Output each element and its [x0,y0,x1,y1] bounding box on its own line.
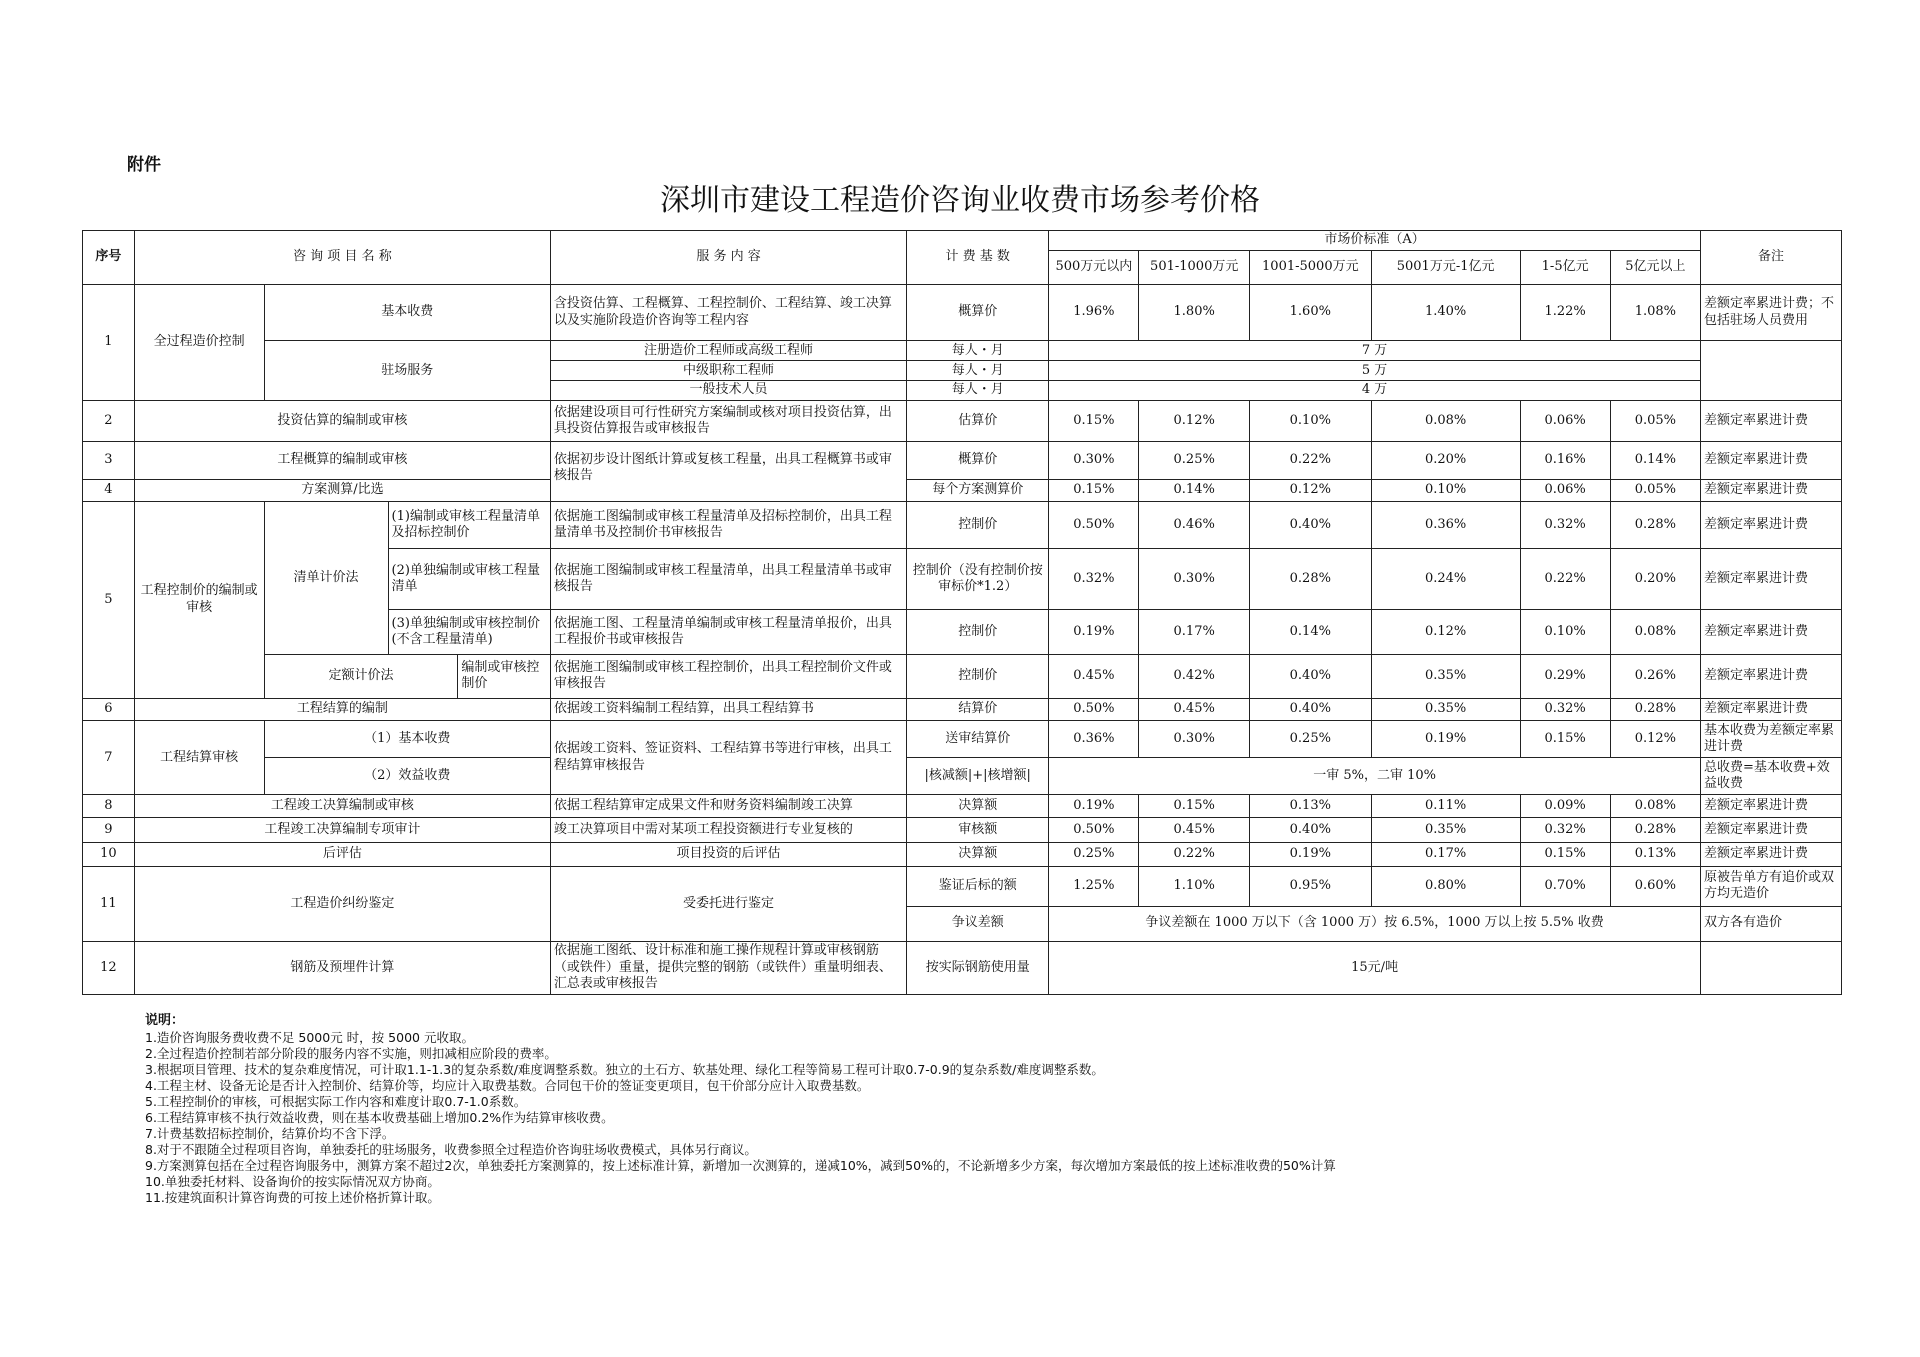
rate-cell: 0.60% [1610,867,1700,906]
tier-header: 501-1000万元 [1139,250,1249,284]
rate-cell: 0.11% [1371,795,1520,818]
header-seq: 序号 [83,231,135,285]
note-item: 4.工程主材、设备无论是否计入控制价、结算价等，均应计入取费基数。合同包干价的签证变更项目，包干价部分应计入取费基数。 [145,1077,870,1093]
item-sub-cell: (1)编制或审核工程量清单及招标控制价 [388,501,550,548]
rate-cell: 0.35% [1371,655,1520,698]
rate-cell: 0.12% [1139,400,1249,441]
note-item: 10.单独委托材料、设备询价的按实际情况双方协商。 [145,1174,440,1190]
rate-cell: 1.80% [1139,284,1249,341]
rate-cell: 0.10% [1249,400,1371,441]
table-row [83,758,1842,795]
item-cell: 工程控制价的编制或审核 [134,501,264,698]
service-cell: 注册造价工程师或高级工程师 [550,341,906,361]
remark-cell: 差额定率累进计费 [1700,480,1841,502]
rate-cell: 0.14% [1139,480,1249,502]
service-cell: 依据施工图、工程量清单编制或审核工程量清单报价，出具工程报价书或审核报告 [550,609,906,654]
rate-cell: 1.96% [1049,284,1139,341]
remark-cell: 差额定率累进计费 [1700,842,1841,867]
seq-cell: 9 [83,817,135,842]
service-cell: 依据施工图编制或审核工程控制价，出具工程控制价文件或审核报告 [550,655,906,698]
seq-cell: 4 [83,480,135,502]
seq-cell: 5 [83,501,135,698]
header-service: 服 务 内 容 [550,231,906,285]
rate-cell: 0.06% [1520,400,1610,441]
price-cell: 5 万 [1049,361,1701,381]
header-remark: 备注 [1700,231,1841,285]
rate-cell: 0.45% [1139,817,1249,842]
note-item: 9.方案测算包括在全过程咨询服务中，测算方案不超过2次，单独委托方案测算的，按上述标准计算，新增加一次测算的，递减10%，减到50%的，不论新增多少方案，每次增加方案最低的按上述标准收费的50%计算 [145,1158,1336,1174]
price-table [82,230,1842,995]
basis-cell: 审核额 [907,817,1049,842]
rate-cell: 0.05% [1610,480,1700,502]
rate-cell: 0.19% [1049,795,1139,818]
price-cell: 4 万 [1049,381,1701,401]
rate-cell: 0.50% [1049,698,1139,721]
tier-header: 500万元以内 [1049,250,1139,284]
rate-cell: 0.30% [1139,721,1249,758]
rate-cell: 0.45% [1049,655,1139,698]
rate-cell: 1.10% [1139,867,1249,906]
remark-cell: 差额定率累进计费 [1700,501,1841,548]
seq-cell: 11 [83,867,135,941]
rate-cell: 0.08% [1610,609,1700,654]
rate-cell: 0.46% [1139,501,1249,548]
rate-cell: 0.05% [1610,400,1700,441]
service-cell: 竣工决算项目中需对某项工程投资额进行专业复核的 [550,817,906,842]
rate-cell: 0.50% [1049,817,1139,842]
note-item: 2.全过程造价控制若部分阶段的服务内容不实施，则扣减相应阶段的费率。 [145,1045,557,1061]
item-cell: 后评估 [134,842,550,867]
note-item: 5.工程控制价的审核，可根据实际工作内容和难度计取0.7-1.0系数。 [145,1093,527,1109]
price-cell: 争议差额在 1000 万以下（含 1000 万）按 6.5%，1000 万以上按 5.5% 收费 [1049,906,1701,941]
rate-cell: 0.12% [1371,609,1520,654]
rate-cell: 0.40% [1249,655,1371,698]
basis-cell: 概算价 [907,284,1049,341]
basis-cell: 控制价 [907,609,1049,654]
table-row [83,867,1842,906]
table-row [83,480,1842,502]
rate-cell: 0.17% [1139,609,1249,654]
remark-cell: 差额定率累进计费 [1700,400,1841,441]
item-sub-cell: 驻场服务 [264,341,550,400]
table-row [83,400,1842,441]
item-cell: 工程竣工决算编制或审核 [134,795,550,818]
service-cell: 项目投资的后评估 [550,842,906,867]
table-row [83,941,1842,994]
service-cell: 一般技术人员 [550,381,906,401]
rate-cell: 0.15% [1520,721,1610,758]
rate-cell: 0.17% [1371,842,1520,867]
tier-header: 1-5亿元 [1520,250,1610,284]
note-item: 8.对于不跟随全过程项目咨询，单独委托的驻场服务，收费参照全过程造价咨询驻场收费模式，具体另行商议。 [145,1142,757,1158]
rate-cell: 0.28% [1610,698,1700,721]
service-cell: 受委托进行鉴定 [550,867,906,941]
rate-cell: 0.10% [1520,609,1610,654]
item-sub-cell: （1）基本收费 [264,721,550,758]
header-basis: 计 费 基 数 [907,231,1049,285]
rate-cell: 0.12% [1249,480,1371,502]
rate-cell: 0.45% [1139,698,1249,721]
page-title: 深圳市建设工程造价咨询业收费市场参考价格 [660,183,1260,218]
rate-cell: 0.20% [1610,549,1700,610]
notes-section [145,1013,1336,1206]
rate-cell: 0.25% [1249,721,1371,758]
item-cell: 全过程造价控制 [134,284,264,400]
rate-cell: 0.22% [1520,549,1610,610]
remark-cell: 差额定率累进计费 [1700,698,1841,721]
rate-cell: 0.14% [1610,442,1700,480]
remark-cell [1700,941,1841,994]
tier-header: 5亿元以上 [1610,250,1700,284]
item-cell: 钢筋及预埋件计算 [134,941,550,994]
remark-cell: 差额定率累进计费；不包括驻场人员费用 [1700,284,1841,341]
seq-cell: 2 [83,400,135,441]
rate-cell: 0.22% [1139,842,1249,867]
tier-header: 1001-5000万元 [1249,250,1371,284]
service-cell: 中级职称工程师 [550,361,906,381]
seq-cell: 12 [83,941,135,994]
seq-cell: 8 [83,795,135,818]
basis-cell: 决算额 [907,842,1049,867]
item-cell: 工程结算的编制 [134,698,550,721]
rate-cell: 0.36% [1049,721,1139,758]
item-sub-cell: 基本收费 [264,284,550,341]
rate-cell: 0.22% [1249,442,1371,480]
item-cell: 工程概算的编制或审核 [134,442,550,480]
rate-cell: 0.30% [1049,442,1139,480]
basis-cell: 争议差额 [907,906,1049,941]
rate-cell: 1.25% [1049,867,1139,906]
table-row [83,721,1842,758]
remark-cell: 差额定率累进计费 [1700,442,1841,480]
rate-cell: 0.35% [1371,817,1520,842]
rate-cell: 0.15% [1049,400,1139,441]
price-cell: 7 万 [1049,341,1701,361]
rate-cell: 0.13% [1610,842,1700,867]
method-cell: 定额计价法 [264,655,458,698]
rate-cell: 0.19% [1049,609,1139,654]
rate-cell: 0.40% [1249,698,1371,721]
note-item: 7.计费基数招标控制价，结算价均不含下浮。 [145,1126,395,1142]
rate-cell: 0.15% [1520,842,1610,867]
basis-cell: 送审结算价 [907,721,1049,758]
table-row [83,284,1842,341]
basis-cell: 鉴证后标的额 [907,867,1049,906]
table-row [83,795,1842,818]
note-item: 11.按建筑面积计算咨询费的可按上述价格折算计取。 [145,1190,440,1206]
tier-header: 5001万元-1亿元 [1371,250,1520,284]
header-row [83,231,1842,251]
rate-cell: 0.32% [1520,698,1610,721]
rate-cell: 0.95% [1249,867,1371,906]
remark-cell [1700,341,1841,400]
rate-cell: 0.15% [1139,795,1249,818]
remark-cell: 差额定率累进计费 [1700,817,1841,842]
rate-cell: 0.20% [1371,442,1520,480]
rate-cell: 0.08% [1610,795,1700,818]
rate-cell: 0.28% [1249,549,1371,610]
rate-cell: 0.09% [1520,795,1610,818]
service-cell: 依据建设项目可行性研究方案编制或核对项目投资估算，出具投资估算报告或审核报告 [550,400,906,441]
rate-cell: 0.06% [1520,480,1610,502]
rate-cell: 1.60% [1249,284,1371,341]
basis-cell: 每人・月 [907,361,1049,381]
remark-cell: 双方各有造价 [1700,906,1841,941]
header-market: 市场价标准（A） [1049,231,1701,251]
basis-cell: 控制价 [907,501,1049,548]
remark-cell: 差额定率累进计费 [1700,609,1841,654]
item-cell: 方案测算/比选 [134,480,550,502]
rate-cell: 0.29% [1520,655,1610,698]
basis-cell: 按实际钢筋使用量 [907,941,1049,994]
item-cell: 工程结算审核 [134,721,264,795]
table-row [83,842,1842,867]
service-cell: 依据初步设计图纸计算或复核工程量，出具工程概算书或审核报告 [550,442,906,502]
rate-cell: 0.32% [1049,549,1139,610]
basis-cell: 控制价（没有控制价按审标价*1.2） [907,549,1049,610]
note-item: 3.根据项目管理、技术的复杂难度情况，可计取1.1-1.3的复杂系数/难度调整系数。独立的土石方、软基处理、绿化工程等简易工程可计取0.7-0.9的复杂系数/难度调整系数。 [145,1061,1104,1077]
rate-cell: 0.50% [1049,501,1139,548]
basis-cell: 每人・月 [907,381,1049,401]
service-cell: 依据施工图纸、设计标准和施工操作规程计算或审核钢筋（或铁件）重量，提供完整的钢筋（或铁件）重量明细表、汇总表或审核报告 [550,941,906,994]
rate-cell: 0.40% [1249,501,1371,548]
item-sub-cell: (3)单独编制或审核控制价(不含工程量清单) [388,609,550,654]
item-cell: 工程造价纠纷鉴定 [134,867,550,941]
notes-heading: 说明： [145,1013,185,1028]
rate-cell: 0.08% [1371,400,1520,441]
rate-cell: 0.28% [1610,501,1700,548]
item-sub-cell: (2)单独编制或审核工程量清单 [388,549,550,610]
rate-cell: 0.25% [1139,442,1249,480]
seq-cell: 10 [83,842,135,867]
header-item: 咨 询 项 目 名 称 [134,231,550,285]
note-item: 6.工程结算审核不执行效益收费，则在基本收费基础上增加0.2%作为结算审核收费。 [145,1110,614,1126]
rate-cell: 1.40% [1371,284,1520,341]
service-cell: 依据施工图编制或审核工程量清单及招标控制价，出具工程量清单书及控制价书审核报告 [550,501,906,548]
rate-cell: 0.14% [1249,609,1371,654]
price-cell: 15元/吨 [1049,941,1701,994]
rate-cell: 0.15% [1049,480,1139,502]
service-cell: 依据工程结算审定成果文件和财务资料编制竣工决算 [550,795,906,818]
remark-cell: 原被告单方有追价或双方均无造价 [1700,867,1841,906]
service-cell: 含投资估算、工程概算、工程控制价、工程结算、竣工决算以及实施阶段造价咨询等工程内容 [550,284,906,341]
table-row [83,698,1842,721]
rate-cell: 0.10% [1371,480,1520,502]
basis-cell: 估算价 [907,400,1049,441]
basis-cell: 控制价 [907,655,1049,698]
rate-cell: 0.19% [1371,721,1520,758]
rate-cell: 0.30% [1139,549,1249,610]
rate-cell: 0.13% [1249,795,1371,818]
seq-cell: 6 [83,698,135,721]
rate-cell: 0.40% [1249,817,1371,842]
basis-cell: 决算额 [907,795,1049,818]
rate-cell: 0.80% [1371,867,1520,906]
table-row [83,501,1842,548]
rate-cell: 0.36% [1371,501,1520,548]
remark-cell: 差额定率累进计费 [1700,795,1841,818]
table-row [83,442,1842,480]
remark-cell: 差额定率累进计费 [1700,655,1841,698]
remark-cell: 总收费=基本收费+效益收费 [1700,758,1841,795]
basis-cell: |核减额|+|核增额| [907,758,1049,795]
rate-cell: 0.32% [1520,817,1610,842]
service-cell: 依据竣工资料、签证资料、工程结算书等进行审核，出具工程结算审核报告 [550,721,906,795]
basis-cell: 概算价 [907,442,1049,480]
rate-cell: 0.26% [1610,655,1700,698]
service-cell: 依据竣工资料编制工程结算，出具工程结算书 [550,698,906,721]
price-cell: 一审 5%，二审 10% [1049,758,1701,795]
rate-cell: 0.25% [1049,842,1139,867]
rate-cell: 0.42% [1139,655,1249,698]
rate-cell: 0.28% [1610,817,1700,842]
basis-cell: 结算价 [907,698,1049,721]
service-cell: 依据施工图编制或审核工程量清单，出具工程量清单书或审核报告 [550,549,906,610]
attachment-label: 附件 [127,155,161,175]
rate-cell: 1.22% [1520,284,1610,341]
table-row [83,817,1842,842]
seq-cell: 3 [83,442,135,480]
rate-cell: 0.35% [1371,698,1520,721]
rate-cell: 0.12% [1610,721,1700,758]
rate-cell: 1.08% [1610,284,1700,341]
item-sub-cell: 编制或审核控制价 [458,655,551,698]
table-row [83,655,1842,698]
remark-cell: 差额定率累进计费 [1700,549,1841,610]
rate-cell: 0.19% [1249,842,1371,867]
item-cell: 投资估算的编制或审核 [134,400,550,441]
rate-cell: 0.32% [1520,501,1610,548]
rate-cell: 0.70% [1520,867,1610,906]
item-cell: 工程竣工决算编制专项审计 [134,817,550,842]
method-cell: 清单计价法 [264,501,388,654]
seq-cell: 7 [83,721,135,795]
item-sub-cell: （2）效益收费 [264,758,550,795]
remark-cell: 基本收费为差额定率累进计费 [1700,721,1841,758]
basis-cell: 每人・月 [907,341,1049,361]
basis-cell: 每个方案测算价 [907,480,1049,502]
seq-cell: 1 [83,284,135,400]
note-item: 1.造价咨询服务费收费不足 5000元 时，按 5000 元收取。 [145,1029,474,1045]
table-row [83,341,1842,361]
rate-cell: 0.24% [1371,549,1520,610]
rate-cell: 0.16% [1520,442,1610,480]
